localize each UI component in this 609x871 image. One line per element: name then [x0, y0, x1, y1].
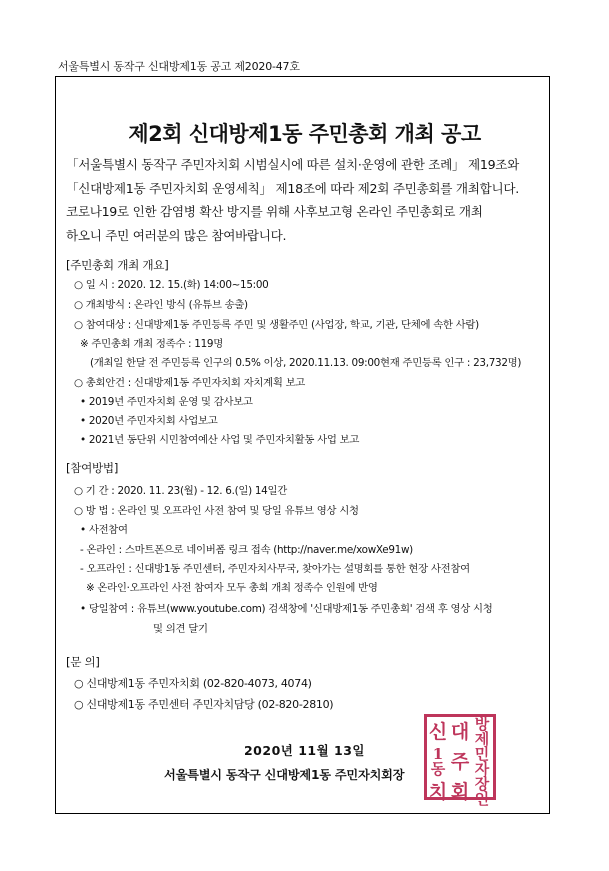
- seal-char: 민 자: [474, 745, 490, 778]
- seal-char: 1 동: [430, 745, 446, 778]
- issuer-signature: 서울특별시 동작구 신대방제1동 주민자치회장: [164, 768, 405, 782]
- overview-item: • 2021년 동단위 시민참여예산 사업 및 주민자치활동 사업 보고: [80, 434, 360, 446]
- intro-line: 「신대방제1동 주민자치회 운영세칙」 제18조에 따라 제2회 주민총회를 개최합니다.: [66, 180, 519, 196]
- overview-item: • 2020년 주민자치회 사업보고: [80, 415, 218, 427]
- official-seal-stamp: [424, 714, 496, 808]
- seal-char: 방 제: [474, 715, 490, 748]
- notice-number: 서울특별시 동작구 신대방제1동 공고 제2020-47호: [58, 60, 300, 73]
- intro-line: 「서울특별시 동작구 주민자치회 시범실시에 따른 설치·운영에 관한 조례」 제19조와: [66, 157, 520, 172]
- overview-item: ○ 총회안건 : 신대방제1동 주민자치회 자치계획 보고: [74, 377, 306, 389]
- participation-item: ○ 기 간 : 2020. 11. 23(월) - 12. 6.(일) 14일간: [74, 485, 287, 497]
- participation-item: - 오프라인 : 신대방1동 주민센터, 주민자치사무국, 찾아가는 설명회를 통한 현장 사전참여: [80, 563, 470, 575]
- seal-char: 장 인: [474, 775, 490, 808]
- participation-item: ※ 온라인·오프라인 사전 참여자 모두 총회 개최 정족수 인원에 반영: [86, 582, 378, 594]
- participation-item: • 당일참여 : 유튜브(www.youtube.com) 검색창에 '신대방제1동 주민총회' 검색 후 영상 시청: [80, 603, 493, 615]
- overview-item: • 2019년 주민자치회 운영 및 감사보고: [80, 396, 253, 408]
- overview-item: ※ 주민총회 개최 정족수 : 119명: [80, 338, 223, 350]
- overview-item: ○ 일 시 : 2020. 12. 15.(화) 14:00~15:00: [74, 279, 269, 291]
- participation-item: - 온라인 : 스마트폰으로 네이버폼 링크 접속 (http://naver.me/xowXe91w): [80, 544, 413, 556]
- seal-char: 주: [450, 750, 470, 773]
- notice-title: 제2회 신대방제1동 주민총회 개최 공고: [128, 122, 481, 146]
- seal-char: 대: [450, 720, 470, 743]
- overview-item: ○ 개최방식 : 온라인 방식 (유튜브 송출): [74, 299, 248, 311]
- participation-item: 및 의견 달기: [153, 623, 208, 635]
- overview-item: (개최일 한달 전 주민등록 인구의 0.5% 이상, 2020.11.13. 09:00현재 주민등록 인구 : 23,732명): [90, 357, 522, 369]
- contact-item: ○ 신대방제1동 주민센터 주민자치담당 (02-820-2810): [74, 698, 334, 711]
- intro-paragraph: [66, 153, 546, 247]
- seal-char: 회: [450, 780, 470, 803]
- participation-heading: [참여방법]: [66, 461, 119, 475]
- seal-char: 치: [428, 780, 448, 803]
- intro-line: 하오니 주민 여러분의 많은 참여바랍니다.: [66, 227, 287, 243]
- notice-date: 2020년 11월 13일: [243, 743, 365, 758]
- seal-char: 신: [428, 720, 448, 743]
- participation-item: • 사전참여: [80, 524, 128, 536]
- overview-item: ○ 참여대상 : 신대방제1동 주민등록 주민 및 생활주민 (사업장, 학교, 기관, 단체에 속한 사람): [74, 319, 479, 331]
- participation-item: ○ 방 법 : 온라인 및 오프라인 사전 참여 및 당일 유튜브 영상 시청: [74, 505, 359, 517]
- contact-item: ○ 신대방제1동 주민자치회 (02-820-4073, 4074): [74, 677, 312, 690]
- intro-line: 코로나19로 인한 감염병 확산 방지를 위해 사후보고형 온라인 주민총회로 개최: [66, 204, 483, 219]
- overview-heading: [주민총회 개최 개요]: [66, 258, 169, 272]
- contact-heading: [문 의]: [66, 655, 100, 669]
